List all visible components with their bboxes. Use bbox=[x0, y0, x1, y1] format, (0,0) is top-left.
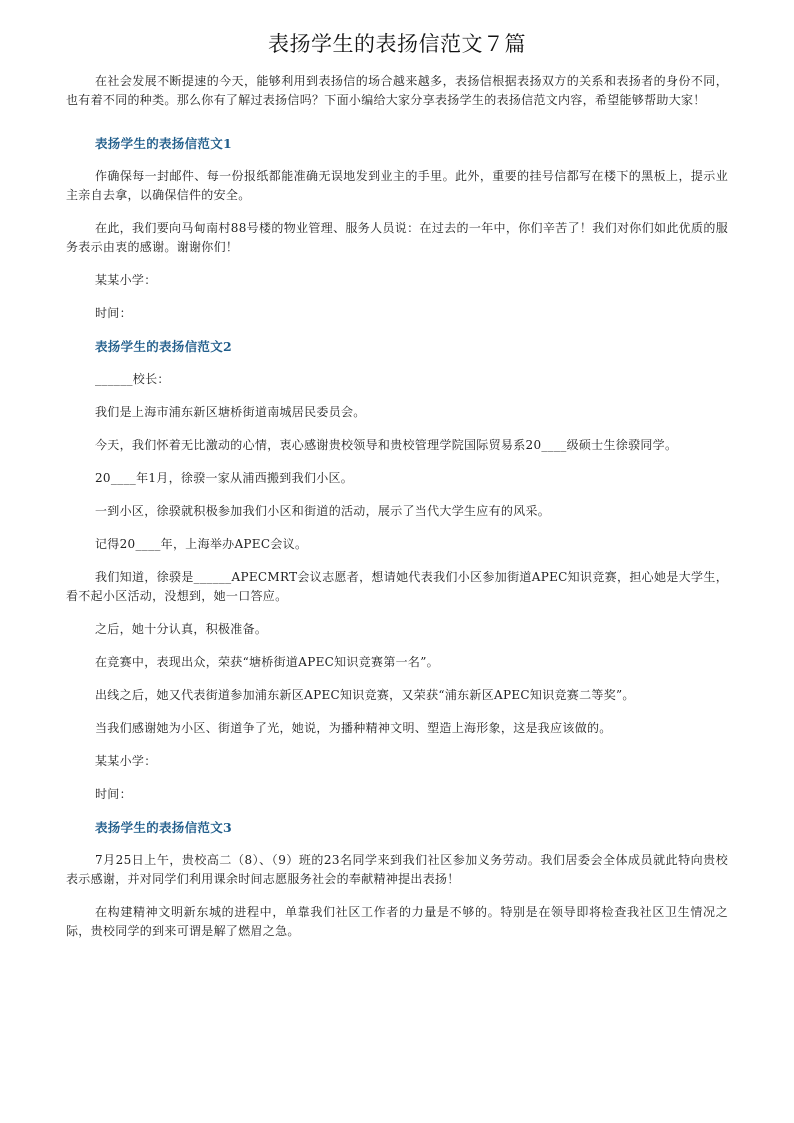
section-1-date: 时间： bbox=[95, 306, 132, 320]
section-2-date: 时间： bbox=[95, 787, 132, 801]
section-2-paragraph-1: 我们是上海市浦东新区塘桥街道南城居民委员会。 bbox=[95, 405, 366, 419]
section-heading-2: 表扬学生的表扬信范文2 bbox=[95, 339, 232, 354]
section-2-paragraph-5: 记得20____年，上海举办APEC会议。 bbox=[95, 537, 308, 551]
section-2-signature: 某某小学： bbox=[95, 754, 157, 768]
section-1-paragraph-1: 作确保每一封邮件、每一份报纸都能准确无误地发到业主的手里。此外，重要的挂号信都写在楼下的黑板上，提示业主亲自去拿，以确保信件的安全。 bbox=[66, 169, 728, 202]
section-3-paragraph-1: 7月25日上午，贵校高二（8）、（9）班的23名同学来到我们社区参加义务劳动。我们居委会全体成员就此特向贵校表示感谢，并对同学们利用课余时间志愿服务社会的奉献精神提出表扬！ bbox=[66, 853, 728, 886]
section-2-paragraph-10: 当我们感谢她为小区、街道争了光，她说，为播种精神文明、塑造上海形象，这是我应该做的。 bbox=[95, 721, 612, 735]
section-1-signature: 某某小学： bbox=[95, 273, 157, 287]
section-2-paragraph-6: 我们知道，徐骙是______APECMRT会议志愿者，想请她代表我们小区参加街道APEC知识竞赛，担心她是大学生，看不起小区活动，没想到，她一口答应。 bbox=[66, 570, 728, 603]
section-2-paragraph-8: 在竞赛中，表现出众，荣获“塘桥街道APEC知识竞赛第一名”。 bbox=[95, 655, 439, 669]
section-heading-1: 表扬学生的表扬信范文1 bbox=[95, 136, 232, 151]
section-2-paragraph-9: 出线之后，她又代表街道参加浦东新区APEC知识竞赛，又荣获“浦东新区APEC知识竞赛二等奖”。 bbox=[95, 688, 635, 702]
section-1-paragraph-2: 在此，我们要向马甸南村88号楼的物业管理、服务人员说：在过去的一年中，你们辛苦了！我们对你们如此优质的服务表示由衷的感谢。谢谢你们！ bbox=[66, 221, 728, 254]
section-heading-3: 表扬学生的表扬信范文3 bbox=[95, 820, 232, 835]
intro-paragraph: 在社会发展不断提速的今天，能够利用到表扬信的场合越来越多，表扬信根据表扬双方的关系和表扬者的身份不同，也有着不同的种类。那么你有了解过表扬信吗？下面小编给大家分享表扬学生的表扬信范文内容，希望能够帮助大家！ bbox=[66, 74, 728, 107]
section-2-salutation: ______校长： bbox=[95, 372, 170, 386]
section-2-paragraph-4: 一到小区，徐骙就积极参加我们小区和街道的活动，展示了当代大学生应有的风采。 bbox=[95, 504, 551, 518]
document-title: 表扬学生的表扬信范文７篇 bbox=[268, 32, 526, 56]
section-2-paragraph-7: 之后，她十分认真，积极准备。 bbox=[95, 622, 268, 636]
section-2-paragraph-2: 今天，我们怀着无比激动的心情，衷心感谢贵校领导和贵校管理学院国际贸易系20____级硕士生徐骙同学。 bbox=[95, 438, 678, 452]
section-3-paragraph-2: 在构建精神文明新东城的进程中，单靠我们社区工作者的力量是不够的。特别是在领导即将检查我社区卫生情况之际，贵校同学的到来可谓是解了燃眉之急。 bbox=[66, 905, 728, 938]
section-2-paragraph-3: 20____年1月，徐骙一家从浦西搬到我们小区。 bbox=[95, 471, 354, 485]
